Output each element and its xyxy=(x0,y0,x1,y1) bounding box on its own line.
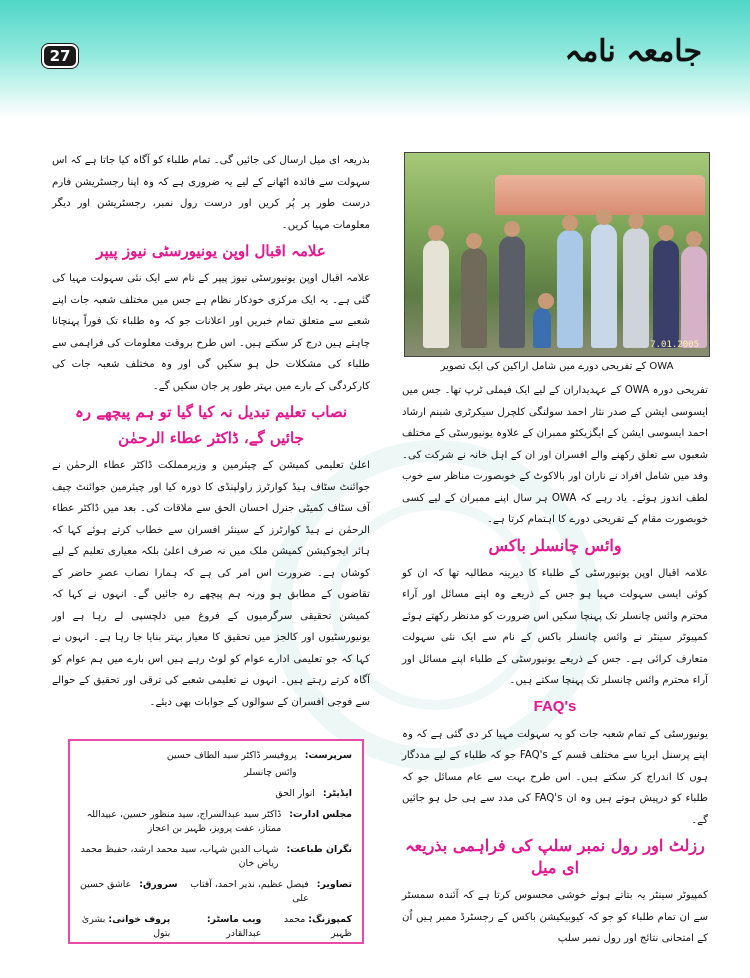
credit-label: پروف خوانی: xyxy=(108,914,171,925)
photo-person xyxy=(423,240,449,348)
credit-patron xyxy=(80,749,352,763)
credit-label: سرپرست: xyxy=(304,750,352,761)
magazine-title: جامعہ نامہ xyxy=(564,34,702,69)
faq-heading: FAQ's xyxy=(533,697,577,715)
owa-trip-paragraph: تفریحی دورہ OWA کے عہدیداران کے لیے ایک فیملی ٹرپ تھا۔ جس میں ایسوسی ایشن کے صدر نثار احمد سولنگی کلچرل سیکرٹری شبنم ارشاد احمد ایسوسی ایشن کے ایگزیکٹو ممبران کے علاوہ یونیورسٹی کے مختلف شعبوں سے تعلق رکھنے والے افسران اور ان کے اہل خانہ نے شرکت کی۔ وفد میں شامل افراد نے ناران اور بالاکوٹ کے خوبصورت مناظر سے خوب لطف اندوز ہوئے۔ یاد رہے کہ OWA ہر سال اپنے ممبران کے لیے کسی خوبصورت مقام کے تفریحی دورے کا اہتمام کرتا ہے۔ xyxy=(402,385,708,525)
credit-value: پروفیسر ڈاکٹر سید الطاف حسین xyxy=(166,750,297,761)
photo-date-stamp: 7.01.2005 xyxy=(650,340,699,350)
page-number: 27 xyxy=(42,44,78,68)
credit-patron-role xyxy=(80,766,352,780)
credit-value: ڈاکٹر سید عبدالسراج، سید منظور حسین، عبیداللہ ممتاز، عفت پرویز، ظہیر بن اعجاز xyxy=(86,809,282,834)
credit-label: ایڈیٹر: xyxy=(322,788,352,799)
right-column xyxy=(402,380,708,950)
photo-person xyxy=(681,246,707,348)
credit-photos-cover xyxy=(80,878,352,906)
photo-person xyxy=(461,248,487,348)
photo-person xyxy=(623,228,649,348)
credit-label: سرورق: xyxy=(139,879,178,890)
curriculum-heading-line1: نصاب تعلیم تبدیل نہ کیا گیا تو ہم پیچھے رہ xyxy=(74,403,348,421)
photo-caption: OWA کے تفریحی دورے میں شامل اراکین کی ایک تصویر xyxy=(440,361,674,372)
curriculum-paragraph: اعلیٰ تعلیمی کمیشن کے چیئرمین و وزیرمملکت ڈاکٹر عطاء الرحمٰن نے جوائنٹ سٹاف ہیڈ کوارٹرز راولپنڈی کا دورہ کیا اور چیئرمین جوائنٹ چیف آف سٹاف کمیٹی جنرل احسان الحق سے ملاقات کی۔ بعد میں ڈاکٹر عطاء الرحمٰن نے ہیڈ کوارٹرز کے سینئر افسران سے خطاب کرتے ہوئے کہا کہ ہائر ایجوکیشن کمیشن ملک میں نہ صرف اعلیٰ بلکہ معیاری تعلیم کے لیے کوشاں ہے۔ ضرورت اس امر کی ہے کہ ہمارا نصاب عصرِ حاضر کے تقاضوں کے مطابق ہو ورنہ ہم پیچھے رہ جائیں گے۔ انہوں نے کہا کہ کمیشن تحقیقی سرگرمیوں کے فروغ میں دلچسپی لے رہا ہے اور یونیورسٹیوں اور کالجز میں تحقیق کا معیار بہتر بنایا جا رہا ہے۔ انہوں نے کہا کہ جو تعلیمی ادارے عوام کو لوٹ رہے ہیں اس بارے میں ہم عوام کو آگاہ کرتے رہتے ہیں۔ انہوں نے تعلیمی شعبے کی ترقی اور تحقیق کے حوالے سے فوجی افسران کے سوالوں کے جوابات بھی دیئے۔ xyxy=(52,460,370,708)
credit-value: محمد ظہیر xyxy=(283,914,352,939)
faq-paragraph: یونیورسٹی کے تمام شعبہ جات کو یہ سہولت مہیا کر دی گئی ہے کہ وہ اپنے پرسنل ایریا سے مختلف قسم کے FAQ's جو کہ طلباء کے لیے مددگار ہوں کا اندراج کر سکتے ہیں۔ اس طرح بہت سے عام مسائل جو کہ طلباء کو درپیش ہوتے ہیں وہ ان FAQ's کی مدد سے ہی حل ہو جائیں گے۔ xyxy=(402,728,708,826)
credit-label: نگران طباعت: xyxy=(286,844,352,855)
credit-board xyxy=(80,808,352,836)
photo-person xyxy=(499,236,525,348)
credit-value: عبدالقادر xyxy=(226,928,262,939)
photo-person xyxy=(557,230,583,348)
credit-editor xyxy=(80,787,352,801)
credit-composing-web-proof xyxy=(80,913,352,941)
credit-supervision xyxy=(80,843,352,871)
credit-label: کمپوزنگ: xyxy=(308,914,352,925)
group-photo xyxy=(404,152,710,357)
continued-paragraph: بذریعہ ای میل ارسال کی جائیں گی۔ تمام طلباء کو آگاہ کیا جاتا ہے کہ اس سہولت سے فائدہ اٹھانے کے لیے یہ ضروری ہے کہ وہ اپنا رجسٹریشن فارم درست طور پر پُر کریں اور درست رول نمبر، رجسٹریشن اور دیگر معلومات مہیا کریں۔ xyxy=(52,155,370,231)
photo-person xyxy=(591,224,617,348)
credit-label: ویب ماسٹر: xyxy=(206,914,262,925)
photo-person xyxy=(653,240,679,348)
credit-value: شہاب الدین شہاب، سید محمد ارشد، حفیظ محمد ریاض خان xyxy=(80,844,279,869)
vc-box-heading: وائس چانسلر باکس xyxy=(488,535,622,555)
credits-box xyxy=(68,739,364,944)
newspaper-paragraph: علامہ اقبال اوپن یونیورسٹی نیوز پیپر کے نام سے ایک نئی سہولت مہیا کی گئی ہے۔ یہ ایک مرکزی خودکار نظام ہے جس میں مختلف شعبہ جات اپنے شعبے سے متعلق تمام خبریں اور اعلانات جو کہ وہ طلباء تک فوراً پہنچانا چاہتے ہیں درج کر سکتے ہیں۔ اس طرح بروقت معلومات کی فراہمی سے طلباء کی مشکلات حل ہو سکیں گی اور وہ مختلف شعبہ جات کی کارکردگی کے بارے میں بہتر طور پر جان سکیں گے۔ xyxy=(52,273,370,392)
vc-box-paragraph: علامہ اقبال اوپن یونیورسٹی کے طلباء کا دیرینہ مطالبہ تھا کہ ان کو کوئی ایسی سہولت مہیا ہو جس کے ذریعے وہ اپنے مسائل اور آراء محترم وائس چانسلر تک پہنچا سکیں اس ضرورت کو مدنظر رکھتے ہوئے کمپیوٹر سینٹر نے وائس چانسلر باکس کے نام سے ایک نئی سہولت متعارف کرائی ہے۔ جس کے ذریعے یونیورسٹی کے طلباء اپنے مسائل اور آراء محترم وائس چانسلر تک پہنچا سکتے ہیں۔ xyxy=(402,567,708,686)
credit-label: تصاویر: xyxy=(316,879,352,890)
photo-person xyxy=(533,308,551,348)
result-email-paragraph: کمپیوٹر سینٹر یہ بتاتے ہوئے خوشی محسوس کرتا ہے کہ آئندہ سمسٹر سے ان تمام طلباء کو جو کہ کیوبیکیشن باکس کے رجسٹرڈ ممبر ہیں اُن کے امتحانی نتائج اور رول نمبر سلپ xyxy=(402,890,708,944)
newspaper-heading: علامہ اقبال اوپن یونیورسٹی نیوز پیپر xyxy=(96,242,326,260)
credit-value: انوار الحق xyxy=(275,788,315,799)
result-email-heading: رزلٹ اور رول نمبر سلپ کی فراہمی بذریعہ ای میل xyxy=(405,836,705,877)
credit-label: مجلس ادارت: xyxy=(289,809,352,820)
curriculum-heading-line2: جائیں گے، ڈاکٹر عطاء الرحمٰن xyxy=(118,429,304,447)
credit-value: فیصل عظیم، نذیر احمد، آفتاب علی xyxy=(190,879,309,904)
left-column xyxy=(52,150,370,713)
credit-value: وائس چانسلر xyxy=(244,767,297,778)
credit-value: عاشق حسین xyxy=(80,879,132,890)
credit-value: بشریٰ بتول xyxy=(81,914,171,939)
